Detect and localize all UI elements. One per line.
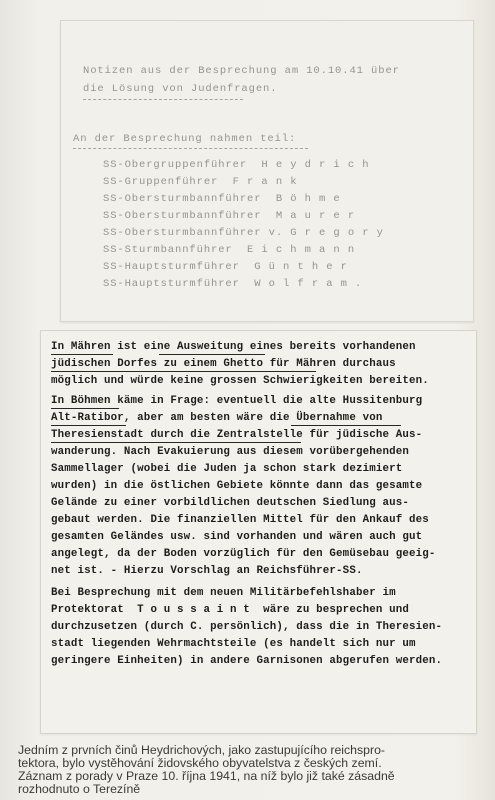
document-title-line-1: Notizen aus der Besprechung am 10.10.41 über [83,65,400,77]
participant-6: SS-Sturmbannführer E i c h m a n n [103,244,356,256]
caption-line-4: rozhodnuto o Terezíně [18,782,141,796]
caption-line-1: Jedním z prvních činů Heydrichových, jako zastupujícího reichspro- [18,743,386,757]
document-title-line-2: die Lösung von Judenfragen. [83,83,278,95]
memo-line-17: durchzusetzen (durch C. persönlich), dass die in Theresien- [51,621,443,633]
caption-line-3: Záznam z porady v Praze 10. října 1941, na níž bylo již také zásadně [18,769,395,783]
participant-5: SS-Obersturmbannführer v. G r e g o r y [103,227,384,239]
title-divider [83,99,243,100]
memo-line-8: Sammellager (wobei die Juden ja schon stark dezimiert [51,463,403,475]
memo-line-5: Alt-Ratibor, aber am besten wäre die Übernahme von [51,412,383,424]
memo-line-4: In Böhmen käme in Frage: eventuell die alte Hussitenburg [51,395,423,407]
memo-line-14: net ist. - Hierzu Vorschlag an Reichsführer-SS. [51,565,363,577]
meeting-notes-participants-document [60,20,474,322]
participant-4: SS-Obersturmbannführer M a u r e r [103,210,356,222]
memo-line-6: Theresienstadt durch die Zentralstelle für jüdische Aus- [51,429,423,441]
underline-theresienstadt-zentralstelle [51,442,301,443]
theresienstadt-memo-document [40,330,477,734]
underline-in-maehren [51,354,113,355]
photo-caption [18,744,478,796]
participant-2: SS-Gruppenführer F r a n k [103,176,298,188]
memo-line-16: Protektorat T o u s s a i n t wäre zu besprechen und [51,604,409,616]
underline-dorfes-ghetto [51,371,316,372]
memo-line-12: gesamten Geländes usw. sind vorhanden und wären auch gut [51,531,423,543]
memo-line-3: möglich und würde keine grossen Schwierigkeiten bereiten. [51,375,429,387]
underline-uebernahme [291,425,401,426]
caption-line-2: tektora, bylo vystěhování židovského obyvatelstva z českých zemí. [18,756,382,770]
participant-1: SS-Obergruppenführer H e y d r i c h [103,159,370,171]
memo-line-7: wanderung. Nach Evakuierung aus diesem vorübergehenden [51,446,409,458]
underline-in-boehmen [51,408,119,409]
participant-8: SS-Hauptsturmführer W o l f r a m . [103,278,363,290]
underline-ausweitung-eines [159,354,265,355]
memo-line-2: jüdischen Dorfes zu einem Ghetto für Mähren durchaus [51,358,396,370]
memo-line-10: Gelände zu einer vorbildlichen deutschen Siedlung aus- [51,497,409,509]
underline-alt-ratibor [51,425,126,426]
memo-line-18: stadt liegenden Wehrmachtsteile (es handelt sich nur um [51,638,416,650]
participants-heading: An der Besprechung nahmen teil: [73,133,297,145]
participant-3: SS-Obersturmbannführer B ö h m e [103,193,341,205]
memo-line-1: In Mähren ist eine Ausweitung eines bereits vorhandenen [51,341,416,353]
participant-7: SS-Hauptsturmführer G ü n t h e r [103,261,348,273]
memo-line-15: Bei Besprechung mit dem neuen Militärbefehlshaber im [51,587,396,599]
memo-line-13: angelegt, da der Boden vorzüglich für den Gemüsebau geeig- [51,548,436,560]
memo-line-9: wurden) in die östlichen Gebiete könnte dann das gesamte [51,480,423,492]
participants-divider [73,148,308,149]
memo-line-11: gebaut werden. Die finanziellen Mittel für den Ankauf des [51,514,429,526]
memo-line-19: geringere Einheiten) in andere Garnisonen abgerufen werden. [51,655,443,667]
